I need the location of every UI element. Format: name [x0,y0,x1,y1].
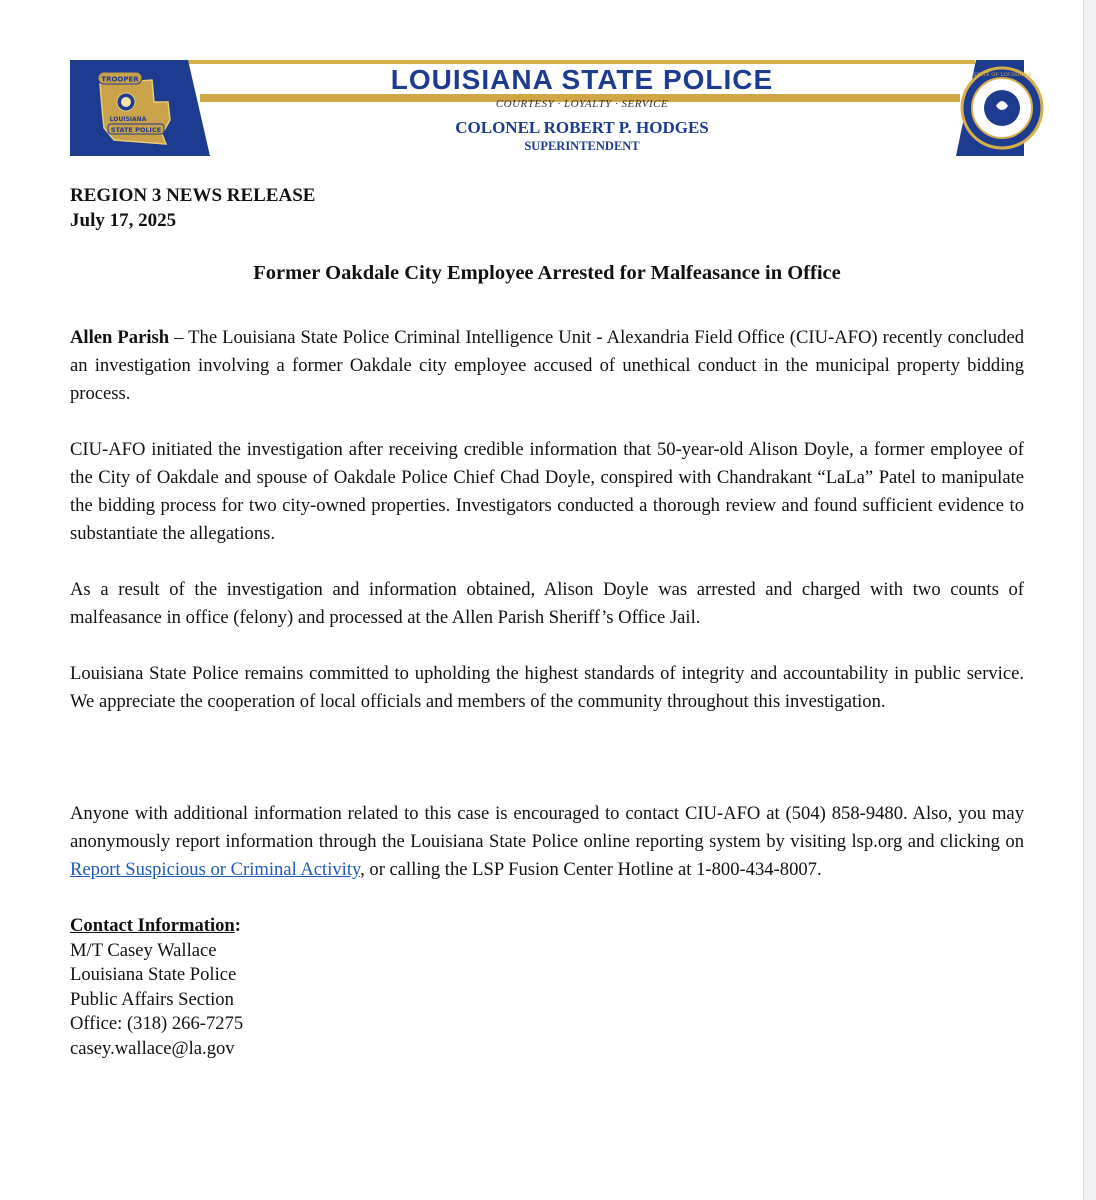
contact-heading-colon: : [234,915,241,936]
paragraph-1 [70,324,1024,408]
trooper-badge-logo [70,58,210,156]
superintendent-title: SUPERINTENDENT [524,139,640,153]
paragraph-2: CIU-AFO initiated the investigation after receiving credible information that 50-year-old Alison Doyle, a former employee of the City of Oakdale and spouse of Oakdale Police Chief Chad Doyle, conspired with Chandrakant “LaLa” Patel to manipulate the bidding process for two city-owned properties. Investigators conducted a thorough review and found sufficient evidence to substantiate the allegations. [70,439,1024,544]
paragraph-5-text-after: , or calling the LSP Fusion Center Hotline at 1-800-434-8007. [360,859,822,880]
contact-block [70,914,243,1061]
release-block [70,183,315,233]
badge-text-trooper: TROOPER [101,75,139,84]
seal-text: STATE OF LOUISIANA [972,72,1032,78]
paragraph-3: As a result of the investigation and information obtained, Alison Doyle was arrested and charged with two counts of malfeasance in office (felony) and processed at the Allen Parish Sheriff’s Office Jail. [70,579,1024,628]
colonel-name: COLONEL ROBERT P. HODGES [455,118,709,137]
letterhead [70,58,1032,158]
agency-title: LOUISIANA STATE POLICE [390,64,774,95]
paragraph-4: Louisiana State Police remains committed to upholding the highest standards of integrity and accountability in public service. We appreciate the cooperation of local officials and members of the community throughout this investigation. [70,663,1024,712]
agency-motto: COURTESY · LOYALTY · SERVICE [495,98,669,110]
release-label: REGION 3 NEWS RELEASE [70,185,316,206]
paragraph-5-text-before: Anyone with additional information related to this case is encouraged to contact CIU-AFO at (504) 858-9480. Also, you may anonymously report information through the Louisiana State Police online reporting system by visiting lsp.org and clicking on [70,803,1024,852]
badge-text-louisiana: LOUISIANA [109,116,147,123]
page-edge [1083,0,1096,1200]
release-date: July 17, 2025 [70,210,177,231]
contact-email[interactable]: casey.wallace@la.gov [70,1037,235,1059]
paragraph-1-text: – The Louisiana State Police Criminal Intelligence Unit - Alexandria Field Office (CIU-AFO) recently concluded an investigation involving a former Oakdale city employee accused of unethical conduct in the municipal property bidding process. [70,327,1025,404]
contact-org: Louisiana State Police [70,964,237,985]
contact-name: M/T Casey Wallace [70,939,217,961]
dateline-place: Allen Parish [70,327,170,348]
badge-text-state-police: STATE POLICE [110,126,162,134]
contact-section: Public Affairs Section [70,988,234,1010]
paragraph-5 [70,800,1024,884]
report-activity-link[interactable]: Report Suspicious or Criminal Activity [70,859,361,880]
contact-office-phone: Office: (318) 266-7275 [70,1013,244,1034]
state-seal-logo [956,58,1032,156]
headline: Former Oakdale City Employee Arrested for Malfeasance in Office [253,262,841,284]
contact-heading: Contact Information [70,915,235,936]
